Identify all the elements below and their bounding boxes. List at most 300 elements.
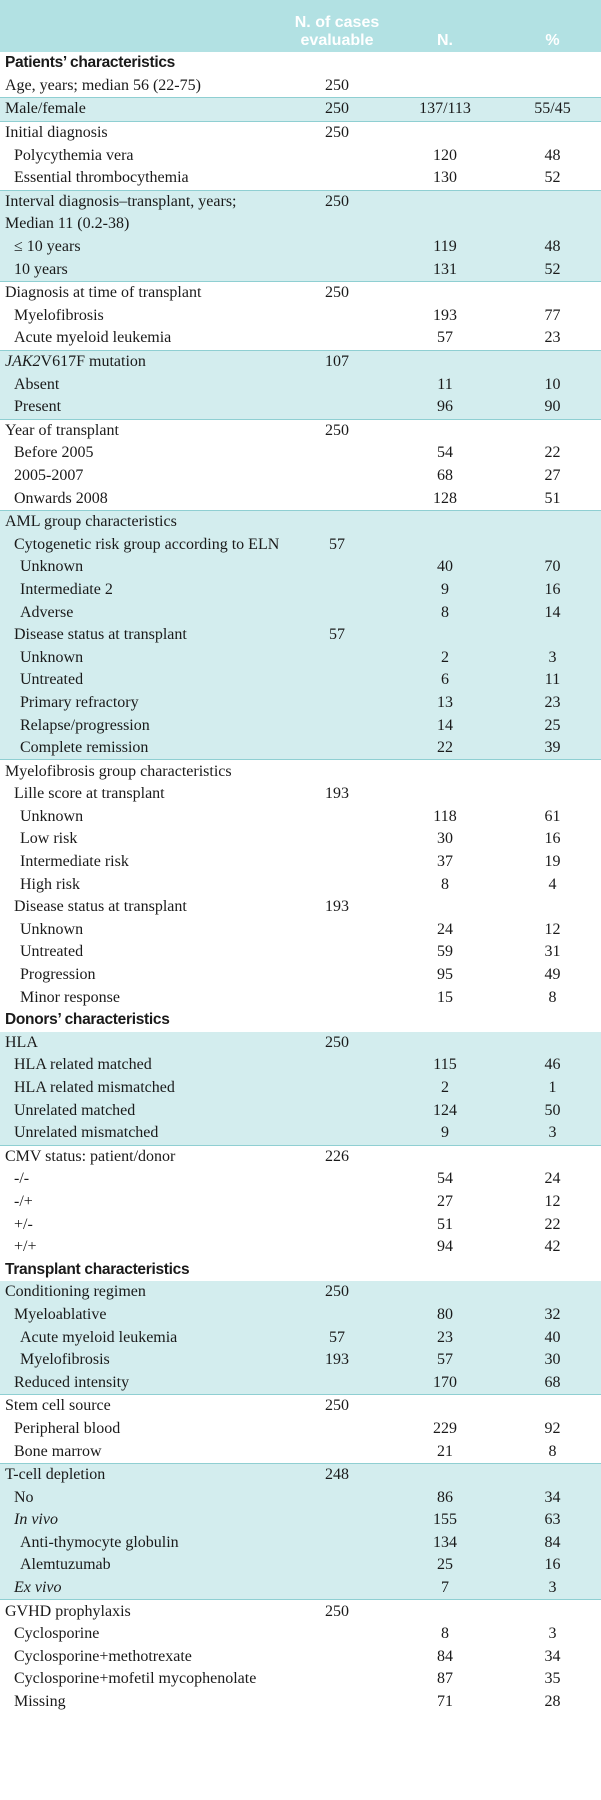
row-label-text: Primary refractory <box>20 693 139 711</box>
row-label <box>0 1011 288 1029</box>
cell-n: 118 <box>433 807 457 825</box>
row-label <box>0 649 288 667</box>
row-label-text: Anti-thymocyte globulin <box>20 1533 179 1551</box>
row-label <box>0 581 288 599</box>
row-label-text: High risk <box>20 875 80 893</box>
cell-percent: 24 <box>544 1170 561 1188</box>
row-group <box>0 1600 601 1713</box>
cell-percent: 1 <box>548 1079 557 1097</box>
cell-n: 229 <box>433 1419 457 1437</box>
row-group <box>0 351 601 420</box>
cell-n: 27 <box>437 1192 453 1210</box>
row-label <box>0 921 288 939</box>
row-label <box>0 398 288 416</box>
row-label <box>0 943 288 961</box>
row-label <box>0 1443 288 1461</box>
cell-percent: 46 <box>544 1056 561 1074</box>
cell-n: 94 <box>437 1238 453 1256</box>
cell-percent: 39 <box>544 739 561 757</box>
row-label-text: In vivo <box>14 1511 58 1529</box>
row-group <box>0 1464 601 1601</box>
table-row <box>0 737 601 760</box>
cell-n: 21 <box>437 1442 453 1460</box>
row-label <box>0 100 288 118</box>
table-row <box>0 714 601 737</box>
row-label-text: Unrelated matched <box>14 1101 136 1119</box>
cell-n: 137/113 <box>419 100 471 118</box>
row-label <box>0 898 288 916</box>
cell-percent: 40 <box>544 1328 561 1346</box>
cell-percent: 25 <box>544 716 561 734</box>
cell-cases-evaluable: 250 <box>325 1283 349 1301</box>
row-label-text: ≤ 10 years <box>14 238 81 256</box>
row-label <box>0 1079 288 1097</box>
row-label-text: GVHD prophylaxis <box>5 1602 131 1620</box>
table-row <box>0 144 601 167</box>
row-label <box>0 1056 288 1074</box>
table-row <box>0 873 601 896</box>
cell-percent: 49 <box>544 966 561 984</box>
cell-percent: 8 <box>548 1442 557 1460</box>
row-label <box>0 353 288 371</box>
cell-n: 193 <box>433 306 457 324</box>
row-group <box>0 420 601 511</box>
table-row <box>0 1464 601 1487</box>
row-label-text: T-cell depletion <box>5 1466 106 1484</box>
cell-percent: 27 <box>544 466 561 484</box>
row-label-text: Peripheral blood <box>14 1419 121 1437</box>
row-label-text: Before 2005 <box>14 444 94 462</box>
row-label-text: Unknown <box>20 558 84 576</box>
row-label <box>0 467 288 485</box>
row-label-text: HLA <box>5 1033 38 1051</box>
table-row <box>0 282 601 305</box>
row-label-text: Myelofibrosis group characteristics <box>5 762 232 780</box>
cell-n: 120 <box>433 146 457 164</box>
cell-percent: 10 <box>544 375 561 393</box>
cell-n: 131 <box>433 260 457 278</box>
cell-n: 128 <box>433 489 457 507</box>
row-label-text: Reduced intensity <box>14 1373 130 1391</box>
table-row <box>0 692 601 715</box>
row-label <box>0 1283 288 1301</box>
cell-percent: 22 <box>544 444 561 462</box>
cell-percent: 3 <box>548 1625 557 1643</box>
table-row <box>0 669 601 692</box>
cell-n: 25 <box>437 1556 453 1574</box>
cell-n: 40 <box>437 558 453 576</box>
table-row <box>0 556 601 579</box>
cell-cases-evaluable: 57 <box>329 535 345 553</box>
table-row <box>0 986 601 1009</box>
row-group <box>0 122 601 191</box>
cell-percent: 19 <box>544 853 561 871</box>
row-group <box>0 760 601 1031</box>
cell-n: 71 <box>437 1693 453 1711</box>
cell-cases-evaluable: 250 <box>325 421 349 439</box>
row-label <box>0 284 288 302</box>
table-row <box>0 1668 601 1691</box>
row-label-text: Lille score at transplant <box>14 785 165 803</box>
cell-n: 68 <box>437 466 453 484</box>
table-row <box>0 442 601 465</box>
row-label <box>0 717 288 735</box>
cell-n: 95 <box>437 966 453 984</box>
cell-cases-evaluable: 57 <box>329 1328 345 1346</box>
row-label <box>0 54 288 72</box>
cell-n: 57 <box>437 329 453 347</box>
row-label <box>0 1148 288 1166</box>
row-label-text: No <box>14 1488 34 1506</box>
table-row <box>0 1304 601 1327</box>
table-row <box>0 98 601 121</box>
row-label-text: Cyclosporine+mofetil mycophenolate <box>14 1670 257 1688</box>
cell-percent: 23 <box>544 693 561 711</box>
row-label <box>0 1238 288 1256</box>
table-row <box>0 601 601 624</box>
cell-cases-evaluable: 250 <box>325 124 349 142</box>
table-row <box>0 258 601 281</box>
header-cases-evaluable: N. of cases evaluable <box>294 14 380 49</box>
cell-percent: 90 <box>544 398 561 416</box>
row-label <box>0 1693 288 1711</box>
cell-n: 13 <box>437 693 453 711</box>
row-label <box>0 307 288 325</box>
row-label <box>0 1124 288 1142</box>
table-row <box>0 1532 601 1555</box>
row-label-text: Low risk <box>20 830 78 848</box>
row-label <box>0 1193 288 1211</box>
cell-n: 54 <box>437 1170 453 1188</box>
row-group <box>0 1281 601 1395</box>
row-label-text: Conditioning regimen <box>5 1283 146 1301</box>
row-label <box>0 739 288 757</box>
row-label-text: 2005-2007 <box>14 466 84 484</box>
row-label-text: Initial diagnosis <box>5 124 108 142</box>
table-row <box>0 236 601 259</box>
row-label-text: Unknown <box>20 648 84 666</box>
cell-n: 84 <box>437 1647 453 1665</box>
table-row <box>0 1077 601 1100</box>
table-row <box>0 1691 601 1714</box>
cell-n: 8 <box>441 603 449 621</box>
cell-percent: 32 <box>544 1305 561 1323</box>
row-label <box>0 876 288 894</box>
cell-percent: 3 <box>548 648 557 666</box>
cell-n: 51 <box>437 1215 453 1233</box>
row-label <box>0 513 288 531</box>
cell-n: 2 <box>441 1079 449 1097</box>
row-label <box>0 1261 288 1279</box>
row-label <box>0 830 288 848</box>
cell-percent: 12 <box>544 1192 561 1210</box>
cell-percent: 28 <box>544 1693 561 1711</box>
table-row <box>0 1418 601 1441</box>
table-row <box>0 783 601 806</box>
row-label <box>0 1603 288 1621</box>
row-label-text: Bone marrow <box>14 1442 102 1460</box>
cell-n: 115 <box>433 1056 457 1074</box>
cell-n: 15 <box>437 988 453 1006</box>
row-label <box>0 1034 288 1052</box>
table-row <box>0 1486 601 1509</box>
row-label <box>0 1420 288 1438</box>
section-heading-row <box>0 52 601 75</box>
cell-percent: 16 <box>544 830 561 848</box>
table-row <box>0 1371 601 1394</box>
row-label <box>0 376 288 394</box>
row-label <box>0 1466 288 1484</box>
row-label <box>0 808 288 826</box>
cell-percent: 70 <box>544 558 561 576</box>
row-label <box>0 558 288 576</box>
cell-n: 14 <box>437 716 453 734</box>
row-label-text: Myeloablative <box>14 1305 107 1323</box>
cell-percent: 23 <box>544 329 561 347</box>
cell-cases-evaluable: 250 <box>325 1397 349 1415</box>
row-label <box>0 193 288 211</box>
cell-n: 7 <box>441 1579 449 1597</box>
table-row <box>0 760 601 783</box>
table-row <box>0 511 601 534</box>
table-row <box>0 122 601 145</box>
row-label <box>0 1102 288 1120</box>
cell-percent: 31 <box>544 943 561 961</box>
cell-percent: 55/45 <box>534 100 571 118</box>
row-group <box>0 52 601 98</box>
row-label-text: Present <box>14 398 62 416</box>
table-row <box>0 487 601 510</box>
cell-n: 96 <box>437 398 453 416</box>
table-row <box>0 1395 601 1418</box>
row-label <box>0 1579 288 1597</box>
table-row <box>0 420 601 443</box>
row-label-text: CMV status: patient/donor <box>5 1147 176 1165</box>
row-label-text: Intermediate risk <box>20 853 129 871</box>
table-row <box>0 1213 601 1236</box>
cell-percent: 52 <box>544 260 561 278</box>
table-row <box>0 851 601 874</box>
row-label-text: Complete remission <box>20 739 149 757</box>
table-row <box>0 465 601 488</box>
row-label <box>0 490 288 508</box>
cell-n: 24 <box>437 920 453 938</box>
table-row <box>0 1099 601 1122</box>
row-group <box>0 511 601 761</box>
cell-n: 8 <box>441 1625 449 1643</box>
cell-percent: 50 <box>544 1101 561 1119</box>
cell-percent: 14 <box>544 603 561 621</box>
row-group <box>0 1032 601 1146</box>
row-label-text: Unknown <box>20 807 84 825</box>
row-label-text: Patients’ characteristics <box>5 54 175 72</box>
cell-percent: 16 <box>544 1556 561 1574</box>
cell-percent: 4 <box>548 875 557 893</box>
row-label <box>0 238 288 256</box>
cell-n: 54 <box>437 444 453 462</box>
table-row <box>0 327 601 350</box>
row-label <box>0 1489 288 1507</box>
table-row <box>0 646 601 669</box>
row-label <box>0 1216 288 1234</box>
cell-n: 87 <box>437 1670 453 1688</box>
row-label-text: Cyclosporine+methotrexate <box>14 1647 192 1665</box>
table-row <box>0 1646 601 1669</box>
cell-cases-evaluable: 250 <box>325 1033 349 1051</box>
row-label-text: Adverse <box>20 603 74 621</box>
row-label <box>0 966 288 984</box>
row-label-text: V617F mutation <box>40 353 146 371</box>
cell-percent: 12 <box>544 920 561 938</box>
row-label <box>0 1374 288 1392</box>
table-row <box>0 167 601 190</box>
table-row <box>0 1168 601 1191</box>
cell-percent: 63 <box>544 1511 561 1529</box>
row-label <box>0 261 288 279</box>
row-label <box>0 1329 288 1347</box>
row-label-text: Cyclosporine <box>14 1625 100 1643</box>
row-label-text: Cytogenetic risk group according to ELN <box>14 535 280 553</box>
cell-cases-evaluable: 248 <box>325 1466 349 1484</box>
cell-percent: 48 <box>544 146 561 164</box>
row-label <box>0 124 288 142</box>
table-row <box>0 1623 601 1646</box>
cell-percent: 34 <box>544 1647 561 1665</box>
row-label-text: Unrelated mismatched <box>14 1124 159 1142</box>
row-group <box>0 1146 601 1282</box>
row-label-text: -/+ <box>14 1192 33 1210</box>
table-row <box>0 191 601 214</box>
cell-cases-evaluable: 250 <box>325 192 349 210</box>
cell-n: 6 <box>441 671 449 689</box>
row-label-text: Transplant characteristics <box>5 1260 190 1278</box>
row-label-text: Unknown <box>20 920 84 938</box>
cell-percent: 11 <box>544 671 561 689</box>
cell-cases-evaluable: 193 <box>325 898 349 916</box>
table-row <box>0 828 601 851</box>
row-label-text: Age, years; median 56 (22-75) <box>5 76 201 94</box>
row-label <box>0 215 288 233</box>
table-row <box>0 75 601 98</box>
cell-cases-evaluable: 250 <box>325 1602 349 1620</box>
row-label <box>0 604 288 622</box>
table-row <box>0 1146 601 1169</box>
row-label-text: HLA related mismatched <box>14 1079 175 1097</box>
row-label-text: Diagnosis at time of transplant <box>5 284 202 302</box>
table-row <box>0 919 601 942</box>
table-row <box>0 941 601 964</box>
cell-percent: 77 <box>544 306 561 324</box>
table-row <box>0 351 601 374</box>
row-label-text: Interval diagnosis–transplant, years; <box>5 192 237 210</box>
row-label-text: Year of transplant <box>5 421 119 439</box>
table-row <box>0 1577 601 1600</box>
cell-percent: 61 <box>544 807 561 825</box>
row-label <box>0 853 288 871</box>
row-label <box>0 671 288 689</box>
row-label <box>0 1534 288 1552</box>
row-label-text: Ex vivo <box>14 1579 62 1597</box>
row-label-text: Untreated <box>20 943 84 961</box>
row-label-text: Disease status at transplant <box>14 898 187 916</box>
cell-percent: 35 <box>544 1670 561 1688</box>
cell-n: 37 <box>437 853 453 871</box>
row-label-text: Stem cell source <box>5 1397 111 1415</box>
row-label <box>0 1511 288 1529</box>
table-row <box>0 1600 601 1623</box>
row-group <box>0 1395 601 1464</box>
table-row <box>0 213 601 236</box>
gene-name: JAK2 <box>5 353 41 371</box>
row-label-text: Intermediate 2 <box>20 580 113 598</box>
row-label <box>0 989 288 1007</box>
row-label <box>0 1306 288 1324</box>
table-header <box>0 0 601 52</box>
row-label-text: Donors’ characteristics <box>5 1011 170 1029</box>
cell-n: 9 <box>441 580 449 598</box>
table-row <box>0 305 601 328</box>
cell-percent: 8 <box>548 988 557 1006</box>
row-label-text: Acute myeloid leukemia <box>20 1328 178 1346</box>
cell-n: 155 <box>433 1511 457 1529</box>
row-label <box>0 1670 288 1688</box>
section-heading-row <box>0 1009 601 1032</box>
row-label <box>0 763 288 781</box>
table-body <box>0 52 601 1713</box>
cell-cases-evaluable: 226 <box>325 1147 349 1165</box>
table-row <box>0 373 601 396</box>
row-label-text: Alemtuzumab <box>20 1556 111 1574</box>
cell-n: 134 <box>433 1533 457 1551</box>
table-row <box>0 1191 601 1214</box>
row-label-text: 10 years <box>14 260 68 278</box>
cell-cases-evaluable: 193 <box>325 785 349 803</box>
table-row <box>0 579 601 602</box>
cell-n: 2 <box>441 648 449 666</box>
table-row <box>0 1554 601 1577</box>
row-label-text: Acute myeloid leukemia <box>14 329 172 347</box>
header-n: N. <box>437 32 453 49</box>
cell-n: 57 <box>437 1351 453 1369</box>
row-label-text: Untreated <box>20 671 84 689</box>
table-row <box>0 806 601 829</box>
cell-n: 23 <box>437 1328 453 1346</box>
header-percent: % <box>545 32 560 49</box>
row-label <box>0 444 288 462</box>
row-group <box>0 191 601 282</box>
row-label <box>0 1351 288 1369</box>
row-label-text: Missing <box>14 1693 66 1711</box>
cell-cases-evaluable: 107 <box>325 353 349 371</box>
table-row <box>0 1236 601 1259</box>
cell-n: 170 <box>433 1373 457 1391</box>
cell-n: 59 <box>437 943 453 961</box>
cell-n: 11 <box>437 375 453 393</box>
row-label-text: Onwards 2008 <box>14 489 108 507</box>
row-label <box>0 536 288 554</box>
row-label <box>0 1625 288 1643</box>
cell-percent: 42 <box>544 1238 561 1256</box>
cell-n: 130 <box>433 169 457 187</box>
row-label <box>0 1556 288 1574</box>
row-label-text: Median 11 (0.2-38) <box>5 215 130 233</box>
cell-n: 30 <box>437 830 453 848</box>
cell-percent: 3 <box>548 1579 557 1597</box>
cell-cases-evaluable: 193 <box>325 1351 349 1369</box>
cell-n: 119 <box>433 238 457 256</box>
row-label-text: HLA related matched <box>14 1056 152 1074</box>
table-row <box>0 533 601 556</box>
